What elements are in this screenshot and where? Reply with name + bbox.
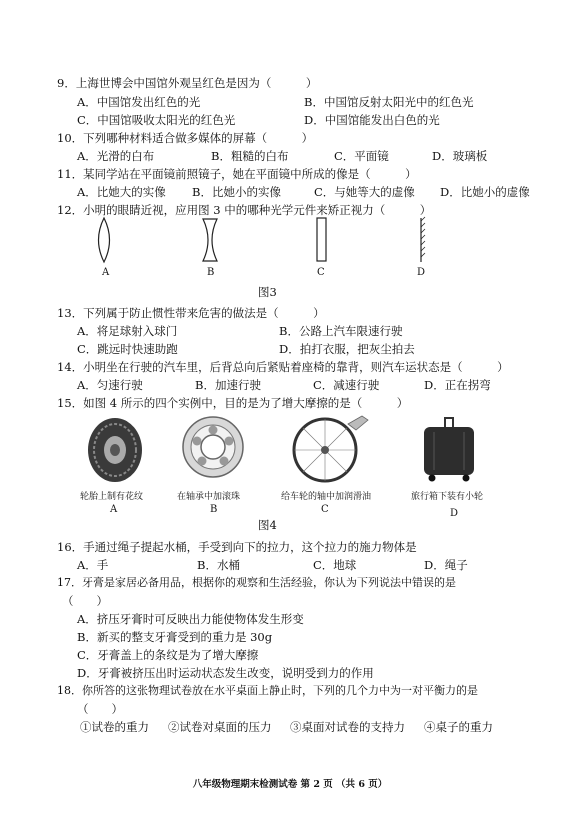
suitcase-with-wheels-icon <box>424 418 474 482</box>
q11-option-c: C．与她等大的虚像 <box>314 185 415 199</box>
q13-option-c: C．跳远时快速助跑 <box>77 342 178 356</box>
page-footer: 八年级物理期末检测试卷 第 2 页 （共 6 页） <box>192 779 388 790</box>
q17-option-c: C．牙膏盖上的条纹是为了增大摩擦 <box>77 648 259 662</box>
q16-option-c: C．地球 <box>313 558 357 572</box>
q13-option-b: B．公路上汽车限速行驶 <box>279 324 403 338</box>
q12-stem: 12．小明的眼睛近视，应用图 3 中的哪种光学元件来矫正视力（ ） <box>57 203 432 217</box>
q14-stem: 14．小明坐在行驶的汽车里，后背总向后紧贴着座椅的靠背，则汽车运状态是（ ） <box>57 360 509 374</box>
bicycle-wheel-icon <box>294 416 368 481</box>
q10-option-b: B．粗糙的白布 <box>211 149 289 163</box>
q9-option-c: C．中国馆吸收太阳光的红色光 <box>77 113 236 127</box>
q14-option-d: D．正在拐弯 <box>424 378 491 392</box>
fig4-label-a: A <box>110 504 118 515</box>
fig3-label-c: C <box>317 267 325 278</box>
q14-option-c: C．减速行驶 <box>313 378 380 392</box>
q18-option-1: ①试卷的重力 <box>80 720 149 734</box>
q10-option-c: C．平面镜 <box>334 149 389 163</box>
fig4-caption-d: 旅行箱下装有小轮 <box>411 492 484 502</box>
concave-lens-icon <box>203 219 217 261</box>
fig3-title: 图3 <box>258 285 277 299</box>
q9-option-a: A．中国馆发出红色的光 <box>77 95 201 109</box>
q10-option-a: A．光滑的白布 <box>77 149 155 163</box>
fig3-label-b: B <box>207 267 215 278</box>
q18-option-3: ③桌面对试卷的支持力 <box>290 720 405 734</box>
fig4-label-c: C <box>321 504 329 515</box>
fig4-label-d: D <box>450 508 459 519</box>
q17-stem: 17．牙膏是家居必备用品，根据你的观察和生活经验，你认为下列说法中错误的是 <box>57 576 456 589</box>
q16-stem: 16．手通过绳子提起水桶，手受到向下的拉力，这个拉力的施力物体是 <box>57 540 417 554</box>
q16-option-b: B．水桶 <box>197 558 240 572</box>
q11-option-b: B．比她小的实像 <box>192 185 281 199</box>
q11-option-a: A．比她大的实像 <box>77 185 166 199</box>
q14-option-b: B．加速行驶 <box>195 378 261 392</box>
q13-option-d: D．拍打衣服，把灰尘拍去 <box>279 342 415 356</box>
plane-mirror-icon <box>421 217 425 262</box>
fig3-label-d: D <box>417 267 426 278</box>
q16-option-d: D．绳子 <box>424 558 468 572</box>
fig4-caption-c: 给车轮的轴中加润滑油 <box>281 492 372 502</box>
fig4-label-b: B <box>210 504 218 515</box>
q11-option-d: D．比她小的虚像 <box>440 185 530 199</box>
q11-stem: 11．某同学站在平面镜前照镜子，她在平面镜中所成的像是（ ） <box>57 167 417 181</box>
fig4-caption-a: 轮胎上制有花纹 <box>80 492 144 502</box>
q17-paren: （ ） <box>62 594 108 608</box>
q10-stem: 10．下列哪种材料适合做多媒体的屏幕（ ） <box>57 131 314 145</box>
q9-option-b: B．中国馆反射太阳光中的红色光 <box>304 95 474 109</box>
q10-option-d: D．玻璃板 <box>432 149 488 163</box>
q16-option-a: A．手 <box>77 558 109 572</box>
q17-option-d: D．牙膏被挤压出时运动状态发生改变，说明受到力的作用 <box>77 666 374 680</box>
q13-stem: 13．下列属于防止惯性带来危害的做法是（ ） <box>57 306 325 320</box>
q15-stem: 15．如图 4 所示的四个实例中，目的是为了增大摩擦的是（ ） <box>57 396 409 410</box>
convex-lens-icon <box>99 218 110 262</box>
q13-option-a: A．将足球射入球门 <box>77 324 178 338</box>
q17-option-a: A．挤压牙膏时可反映出力能使物体发生形变 <box>77 612 304 626</box>
q9-option-d: D．中国馆能发出白色的光 <box>304 113 440 127</box>
fig3-label-a: A <box>102 267 110 278</box>
glass-slab-icon <box>317 218 326 261</box>
q17-option-b: B．新买的整支牙膏受到的重力是 30g <box>77 630 273 644</box>
q18-option-2: ②试卷对桌面的压力 <box>168 720 272 734</box>
q9-stem: 9．上海世博会中国馆外观呈红色是因为（ ） <box>57 76 318 90</box>
ball-bearing-icon <box>183 417 243 477</box>
q14-option-a: A．匀速行驶 <box>77 378 143 392</box>
fig4-caption-b: 在轴承中加滚珠 <box>177 492 241 502</box>
q18-stem: 18．你所答的这张物理试卷放在水平桌面上静止时，下列的几个力中为一对平衡力的是 <box>57 684 478 697</box>
tire-with-tread-icon <box>88 418 142 482</box>
q18-option-4: ④桌子的重力 <box>424 720 493 734</box>
fig4-title: 图4 <box>258 518 277 532</box>
q18-paren: （ ） <box>77 702 123 716</box>
